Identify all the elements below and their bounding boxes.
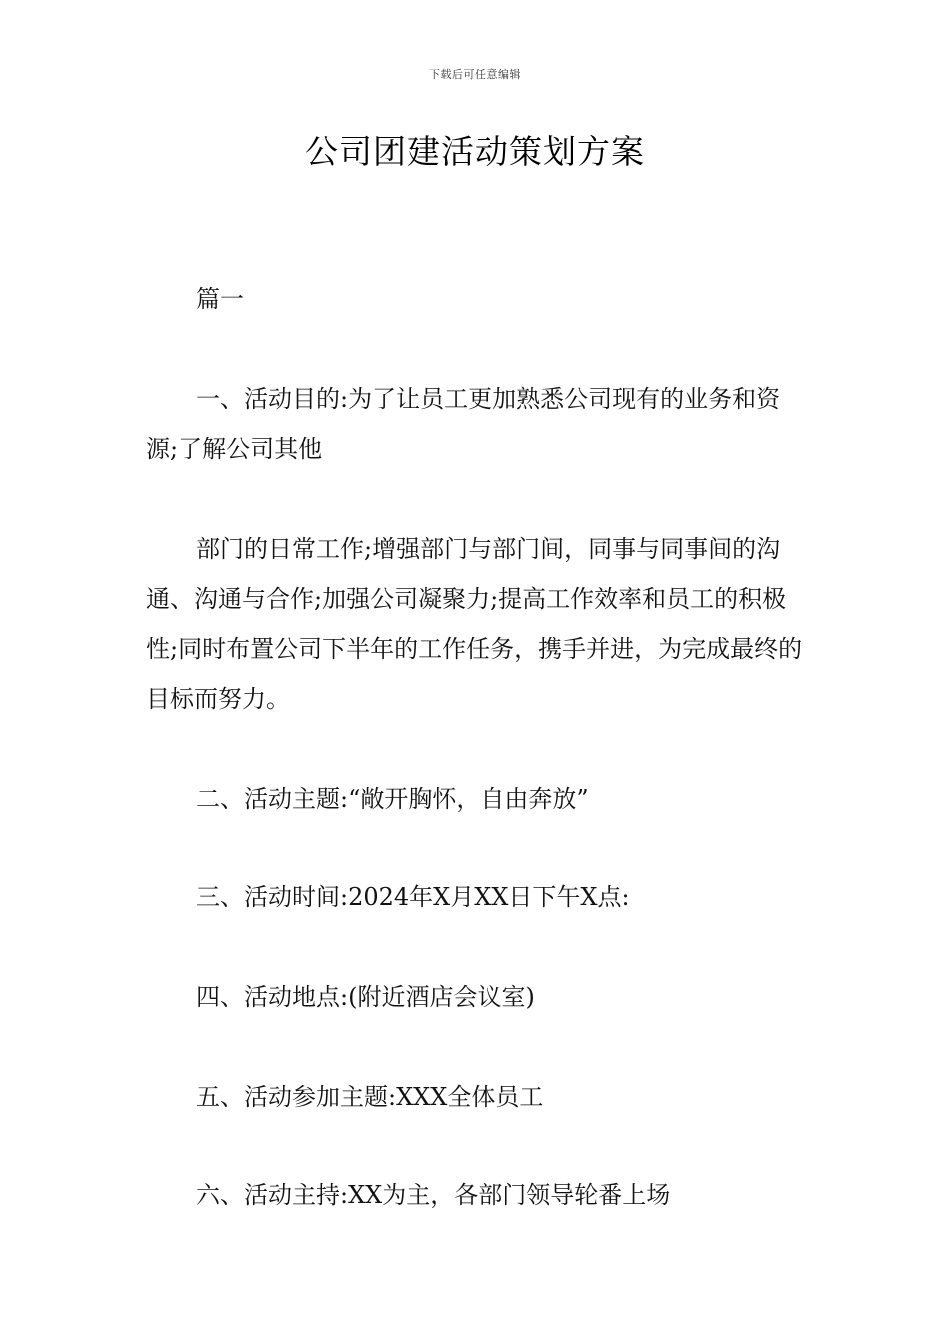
part-label: 篇一 bbox=[196, 285, 244, 313]
document-title: 公司团建活动策划方案 bbox=[305, 132, 645, 171]
theme-line: 二、活动主题:“敞开胸怀，自由奔放” bbox=[196, 785, 589, 813]
participants-line: 五、活动参加主题:XXX全体员工 bbox=[196, 1083, 544, 1111]
purpose-paragraph-1: 一、活动目的:为了让员工更加熟悉公司现有的业务和资源;了解公司其他 bbox=[146, 385, 781, 463]
location-line: 四、活动地点:(附近酒店会议室) bbox=[196, 983, 535, 1011]
time-line: 三、活动时间:2024年X月XX日下午X点: bbox=[196, 883, 630, 911]
host-line: 六、活动主持:XX为主，各部门领导轮番上场 bbox=[196, 1181, 671, 1209]
header-note: 下载后可任意编辑 bbox=[429, 68, 521, 81]
purpose-paragraph-2: 部门的日常工作;增强部门与部门间，同事与同事间的沟通、沟通与合作;加强公司凝聚力;提高工作效率和员工的积极性;同时布置公司下半年的工作任务，携手并进，为完成最终的目标而努力。 bbox=[146, 535, 803, 713]
